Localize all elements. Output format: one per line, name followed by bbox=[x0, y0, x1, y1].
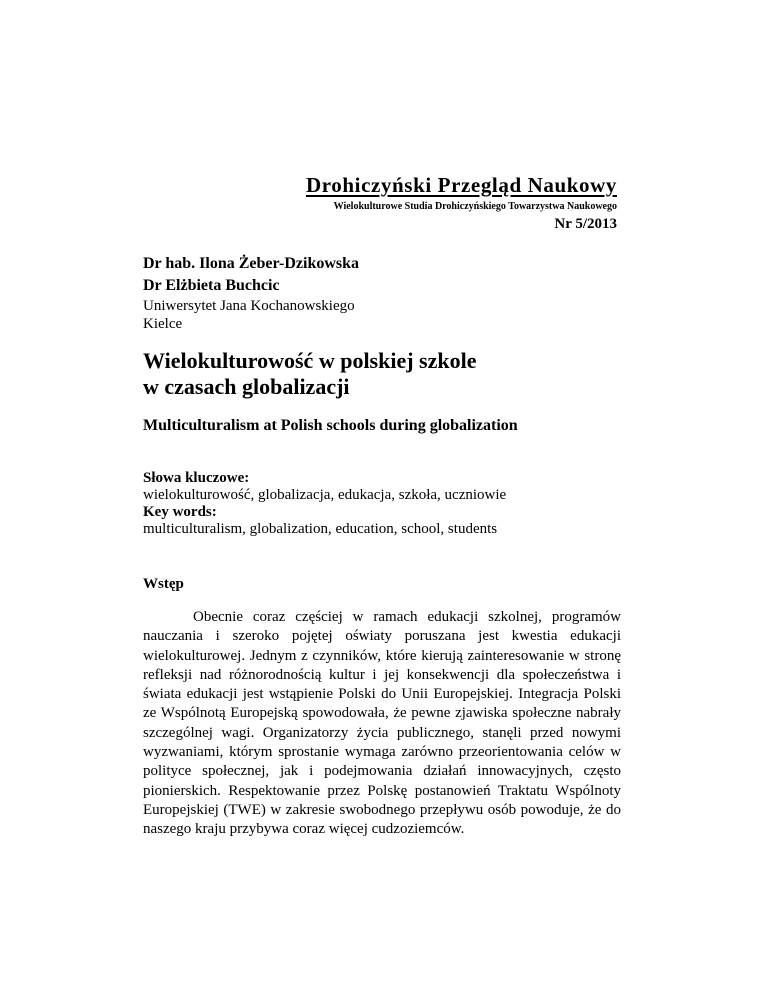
article-title bbox=[143, 348, 621, 400]
journal-issue-number: Nr 5/2013 bbox=[554, 216, 617, 232]
author-name: Dr hab. Ilona Żeber-Dzikowska bbox=[143, 255, 360, 272]
journal-subtitle: Wielokulturowe Studia Drohiczyńskiego Towarzystwa Naukowego bbox=[333, 201, 617, 212]
keywords-heading-pl: Słowa kluczowe: bbox=[143, 470, 250, 486]
journal-title: Drohiczyński Przegląd Naukowy bbox=[305, 173, 617, 197]
section-heading: Wstęp bbox=[143, 576, 184, 592]
journal-header bbox=[287, 170, 617, 234]
affiliation-institution: Uniwersytet Jana Kochanowskiego bbox=[143, 298, 355, 314]
english-title: Multiculturalism at Polish schools during globalization bbox=[143, 417, 518, 434]
article-title-line: Wielokulturowość w polskiej szkole bbox=[143, 348, 477, 373]
keywords-list-pl: wielokulturowość, globalizacja, edukacja, szkoła, uczniowie bbox=[143, 487, 507, 503]
keywords-heading-en: Key words: bbox=[143, 504, 217, 520]
author-name: Dr Elżbieta Buchcic bbox=[143, 277, 280, 294]
affiliation-city: Kielce bbox=[143, 316, 183, 332]
body-paragraph: Obecnie coraz częściej w ramach edukacji szkolnej, programów nauczania i szeroko pojętej oświaty poruszana jest kwestia edukacji wielokulturowej. Jednym z czynników, które kierują zainteresowanie w stronę refleksji nad różnorodnością kultur i jej konsekwencji dla społeczeństwa i świata edukacji jest wstąpienie Polski do Unii Europejskiej. Integracja Polski ze Wspólnotą Europejską spowodowała, że pewne zjawiska społeczne nabrały szczególnej wagi. Organizatorzy życia publicznego, stanęli przed nowymi wyzwaniami, którym sprostanie wymaga zarówno przeorientowania celów w polityce społecznej, jak i podejmowania działań innowacyjnych, często pionierskich. Respektowanie przez Polskę postanowień Traktatu Wspólnoty Europejskiej (TWE) w zakresie swobodnego przepływu osób powoduje, że do naszego kraju przybywa coraz więcej cudzoziemców. bbox=[143, 609, 621, 838]
article-content bbox=[143, 253, 621, 840]
keywords-block bbox=[143, 470, 621, 538]
keywords-list-en: multiculturalism, globalization, education, school, students bbox=[143, 521, 498, 537]
article-title-line: w czasach globalizacji bbox=[143, 374, 350, 399]
